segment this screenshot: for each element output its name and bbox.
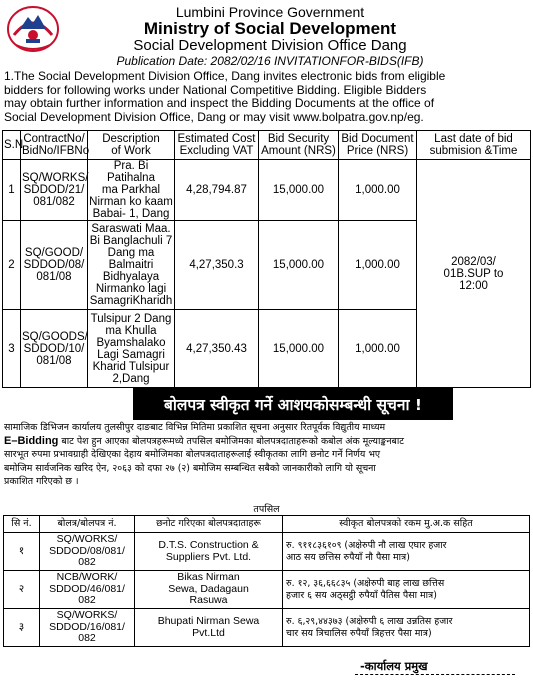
col-header-description: Description of Work xyxy=(88,131,175,160)
cell-document-price: 1,000.00 xyxy=(339,160,417,221)
intro-line: Social Development Division Office, Dang or may visit www.bolpatra.gov.np/eg. xyxy=(4,110,424,124)
table-header-row xyxy=(4,516,530,533)
table-row xyxy=(4,571,530,609)
col-header-last-date: Last date of bid submision &Time xyxy=(417,131,531,160)
cell-amount: रु. ६,२९,४४३७३ (अक्षेरुपी ६ लाख उन्नतिस हजार चार सय त्रिचालिस रुपैयाँ त्रिहत्तर पैसा मात्र) xyxy=(283,609,530,647)
intro-line: may obtain further information and inspect the Bidding Documents at the office of xyxy=(4,97,435,110)
cell-bidder: Bhupati Nirman Sewa Pvt.Ltd xyxy=(135,609,283,647)
cell-bidder: D.T.S. Construction & Suppliers Pvt. Ltd. xyxy=(135,533,283,571)
col-header-document-price: Bid Document Price (NRS) xyxy=(339,131,417,160)
intro-line: 1.The Social Development Division Office, Dang invites electronic bids from eligible xyxy=(4,70,446,83)
intro-line: bidders for following works under National Competitive Bidding. Eligible Bidders xyxy=(4,83,427,97)
notice-line: सारभूत रुपमा प्रभावग्राही देखिएका देहाय बमोजिमका बोलपत्रदाताहरूलाई स्वीकृतका लागि छनोट गर्ने निर्णय भए xyxy=(4,449,381,460)
publication-date: Publication Date: 2082/02/16 INVITATIONFOR-BIDS(IFB) xyxy=(116,54,424,68)
col-header-bid-security: Bid Security Amount (NRS) xyxy=(259,131,339,160)
nepal-emblem-icon xyxy=(6,5,60,53)
col-header-amount: स्वीकृत बोलपत्रको रकम मु.अ.क सहित xyxy=(283,516,530,533)
cell-sn: ३ xyxy=(4,609,40,647)
notice-line: प्रकाशित गरिएको छ । xyxy=(4,476,79,487)
table-header-row xyxy=(3,131,531,160)
signature-underline xyxy=(355,674,515,675)
cell-contract-no: SQ/GOODS/ SDDOD/10/ 081/08 xyxy=(21,310,88,388)
col-header-sn: सि नं. xyxy=(4,516,40,533)
cell-description: Pra. Bi Patihalna ma Parkhal Nirman ko kaam Babai- 1, Dang xyxy=(89,160,173,220)
col-header-sn: S.N xyxy=(3,131,21,160)
cell-amount: रु. १२, ३६,६६८३५ (अक्षेरुपी बाह लाख छत्तिस हजार ६ सय अठ्सट्ठी रुपैयाँ पैतिस पैसा मात्र) xyxy=(283,571,530,609)
notice-paragraph xyxy=(4,421,529,489)
notice-line xyxy=(4,435,529,449)
intro-paragraph xyxy=(4,70,529,124)
office-chief-signature: -कार्यालय प्रमुख xyxy=(360,659,428,673)
cell-estimated-cost: 4,28,794.87 xyxy=(175,160,259,221)
col-header-contract-no: ContractNo/ BidNo/IFBNo xyxy=(21,131,88,160)
cell-estimated-cost: 4,27,350.43 xyxy=(175,310,259,388)
cell-contract-no: SQ/WORKS/ SDDOD/21/ 081/082 xyxy=(21,160,88,221)
cell-bid-security: 15,000.00 xyxy=(259,310,339,388)
cell-document-price: 1,000.00 xyxy=(339,221,417,310)
col-header-bid-no: बोलत्र/बोलपत्र नं. xyxy=(40,516,135,533)
government-name: Lumbini Province Government xyxy=(175,4,365,20)
cell-description: Tulsipur 2 Dang ma Khulla Byamshalako Lagi Samagri Kharid Tulsipur 2,Dang xyxy=(88,310,175,388)
cell-bid-no: SQ/WORKS/ SDDOD/08/081/ 082 xyxy=(40,533,135,571)
ministry-name: Ministry of Social Development xyxy=(143,19,397,38)
cell-bid-security: 15,000.00 xyxy=(259,221,339,310)
notice-line: सामाजिक डिभिजन कार्यालय तुलसीपुर दाङबाट विभिन्न मितिमा प्रकाशित सूचना अनुसार रितपूर्वक विद्युतीय माध्यम xyxy=(4,422,386,433)
notice-line-rest: बाट पेश हुन आएका बोलपत्रहरूमध्ये तपसिल बमोजिमका बोलपत्रदाताहरूको कबोल अंक मूल्याङ्कनबाट xyxy=(58,435,405,447)
e-bidding-label: E–Bidding xyxy=(4,434,59,447)
col-header-estimated-cost: Estimated Cost Excluding VAT xyxy=(175,131,259,160)
col-header-bidders: छनोट गरिएका बोलपत्रदाताहरू xyxy=(135,516,283,533)
cell-description: Saraswati Maa. Bi Banglachuli 7 Dang ma Balmaitri Bidhyalaya Nirmanko lagi SamagriKharidh xyxy=(88,221,175,310)
notice-line: बमोजिम सार्वजनिक खरिद ऐन, २०६३ को दफा २७ (२) बमोजिम सम्बन्धित सबैको जानकारीको लागि यो सूचना xyxy=(4,462,376,474)
cell-sn: २ xyxy=(4,571,40,609)
cell-sn: १ xyxy=(4,533,40,571)
bids-table xyxy=(2,130,531,388)
cell-bid-security: 15,000.00 xyxy=(259,160,339,221)
table-row xyxy=(4,533,530,571)
cell-sn: 3 xyxy=(3,310,21,388)
cell-bid-no: SQ/WORKS/ SDDOD/16/081/ 082 xyxy=(40,609,135,647)
cell-document-price: 1,000.00 xyxy=(339,310,417,388)
table-row xyxy=(4,609,530,647)
cell-estimated-cost: 4,27,350.3 xyxy=(175,221,259,310)
notice-banner: बोलपत्र स्वीकृत गर्ने आशयकोसम्बन्धी सूचना ! xyxy=(133,387,453,420)
cell-bidder: Bikas Nirman Sewa, Dadagaun Rasuwa xyxy=(135,571,283,609)
selected-bidders-table xyxy=(3,515,530,647)
office-name: Social Development Division Office Dang xyxy=(133,37,407,54)
cell-sn: 2 xyxy=(3,221,21,310)
table-row xyxy=(3,160,531,221)
tapsil-heading: तपसिल xyxy=(253,504,280,515)
cell-sn: 1 xyxy=(3,160,21,221)
cell-amount: रु. ९११८३६१०९ (अक्षेरुपी नौ लाख एघार हजार आठ सय छत्तिस रुपैयाँ नौ पैसा मात्र) xyxy=(283,533,530,571)
cell-bid-no: NCB/WORK/ SDDOD/46/081/ 082 xyxy=(40,571,135,609)
cell-last-date: 2082/03/ 01B.SUP to 12:00 xyxy=(417,160,531,388)
cell-contract-no: SQ/GOOD/ SDDOD/08/ 081/08 xyxy=(21,221,88,310)
